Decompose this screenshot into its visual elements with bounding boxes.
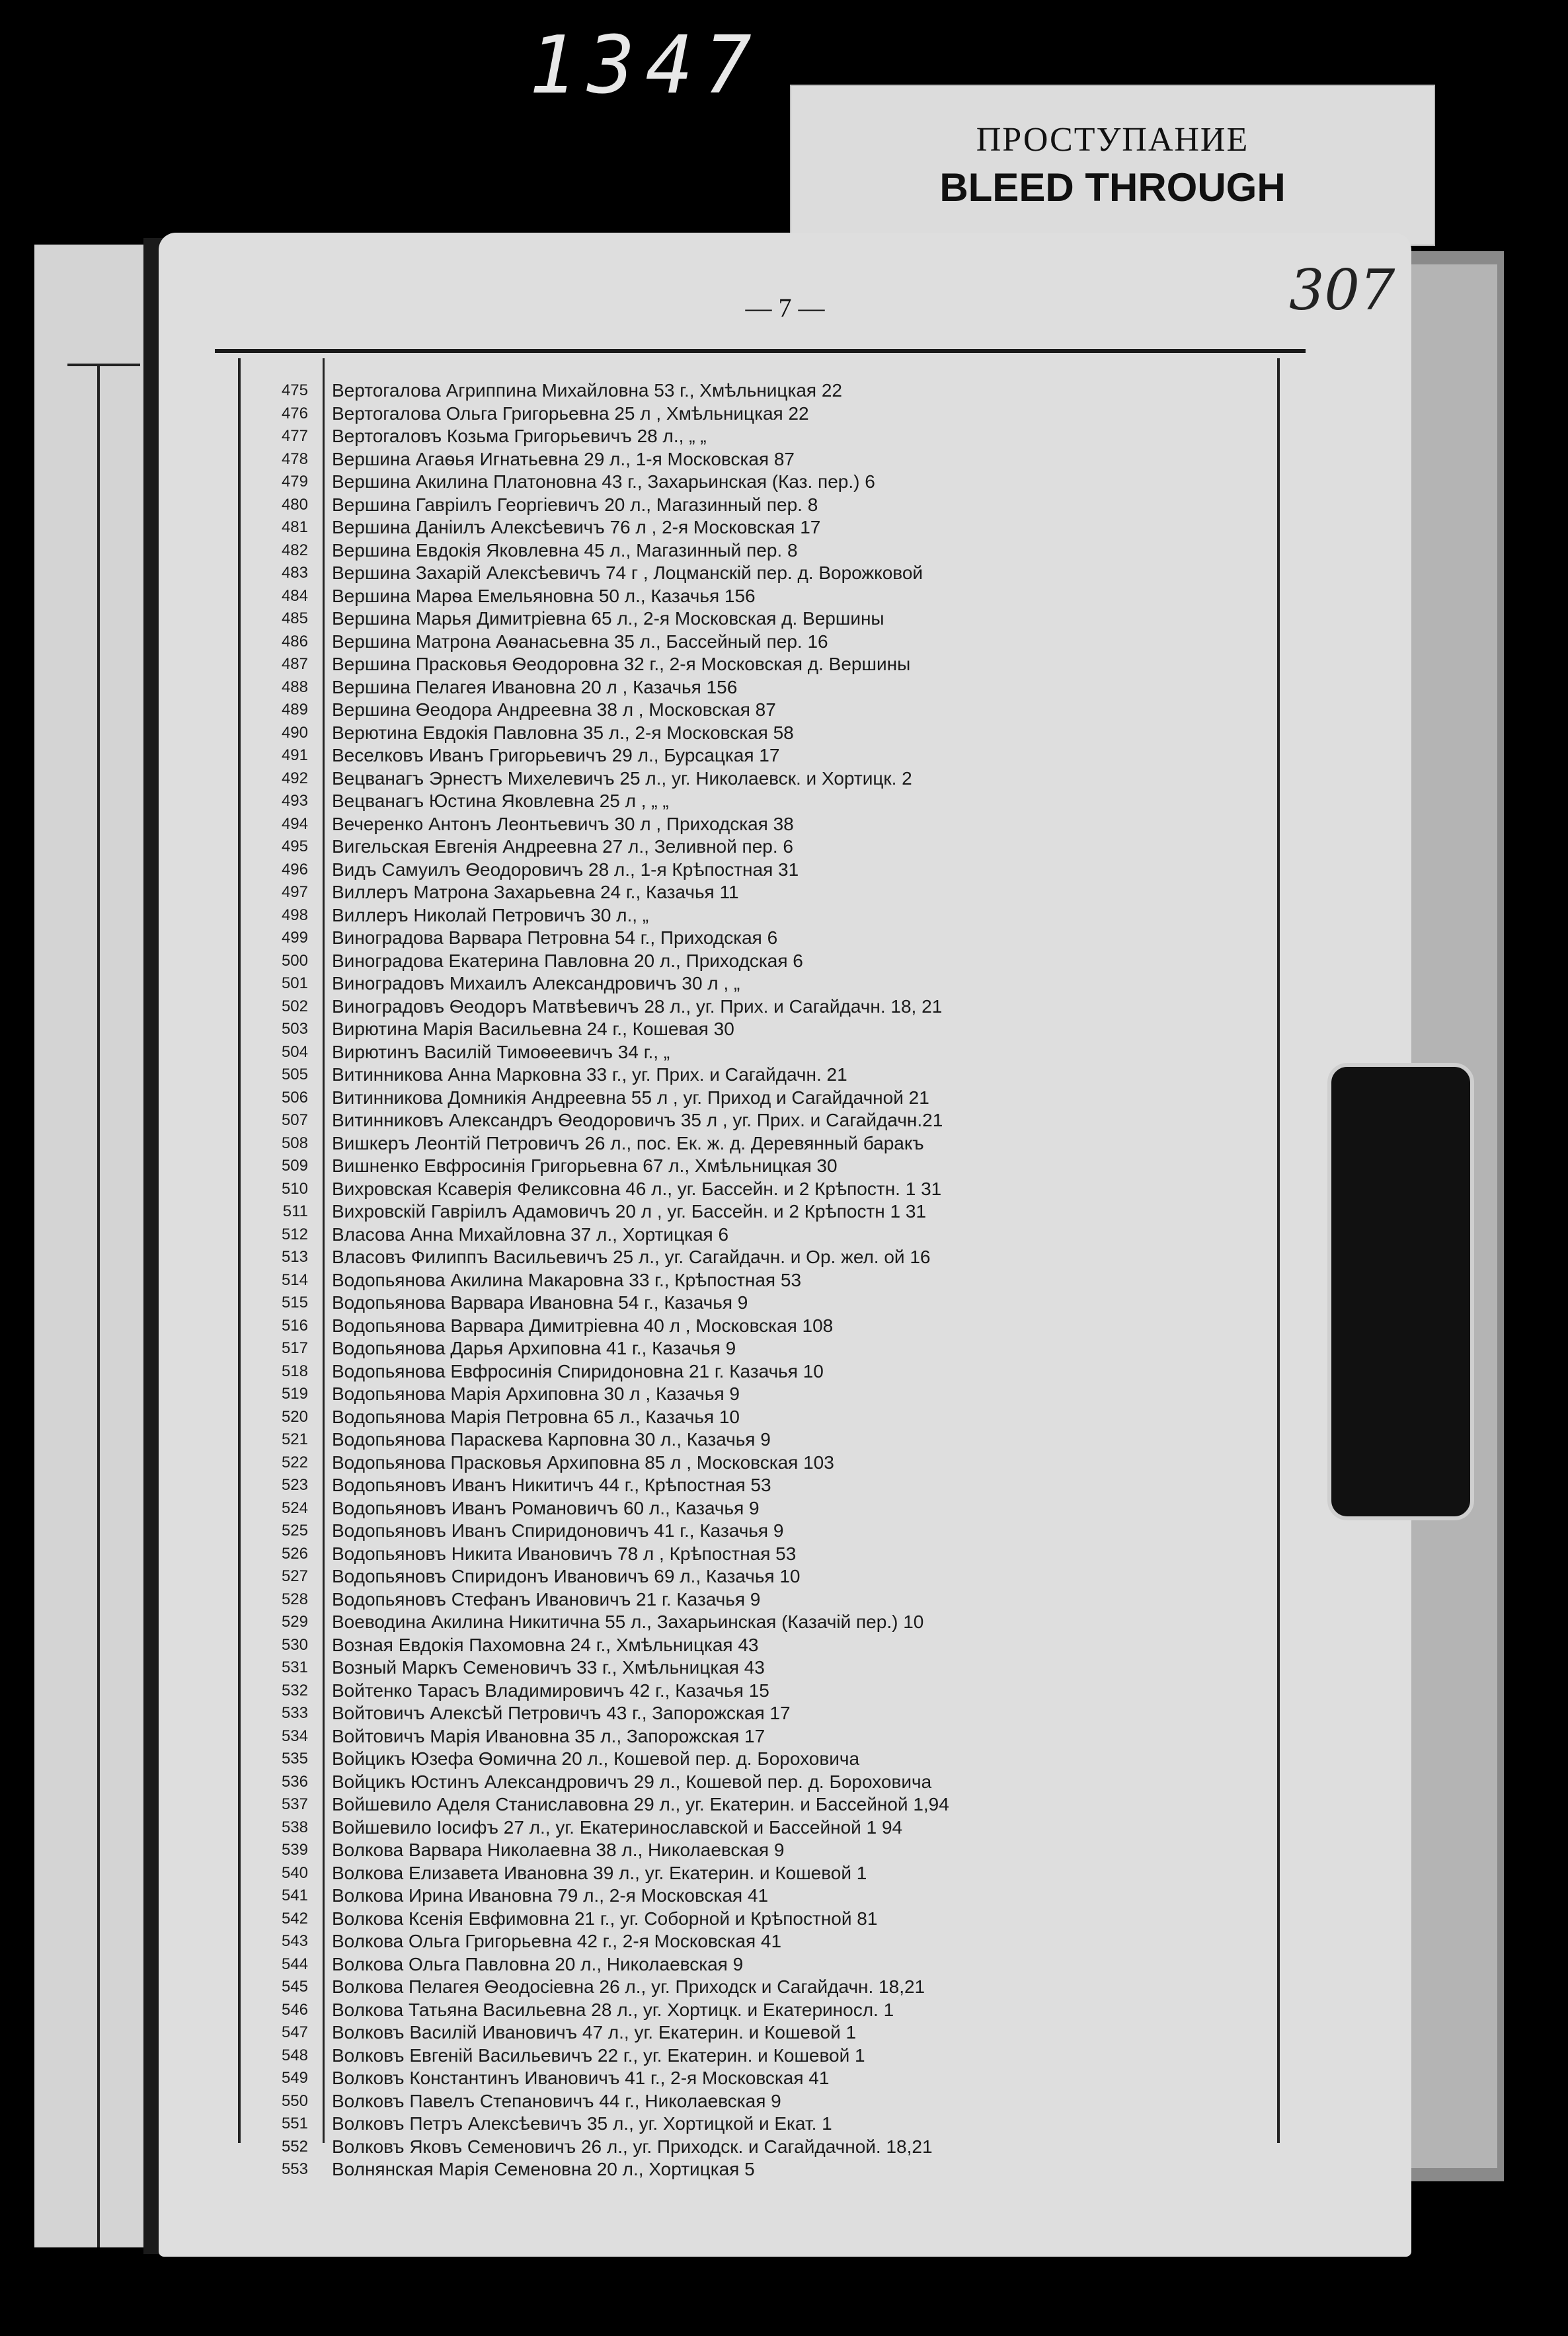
entry-number: 489 <box>281 701 308 719</box>
entry-text: Вершина Марѳа Емельяновна 50 л., Казачья 156 <box>332 585 756 606</box>
list-item <box>245 1771 1276 1794</box>
list-item <box>245 1041 1276 1064</box>
frame-left-line <box>238 358 241 2143</box>
entry-text: Власова Анна Михайловна 37 л., Хортицкая 6 <box>332 1224 729 1245</box>
entry-text: Власовъ Филиппъ Васильевичъ 25 л., уг. Сагайдачн. и Ор. жел. ой 16 <box>332 1247 931 1267</box>
entry-number: 486 <box>281 632 308 650</box>
entry-text: Водопьянова Евфросинія Спиридоновна 21 г. Казачья 10 <box>332 1360 824 1382</box>
entry-number: 481 <box>281 518 308 536</box>
list-item <box>245 1656 1276 1680</box>
entry-list <box>245 379 1276 2181</box>
list-item <box>245 1018 1276 1041</box>
entry-number: 496 <box>281 860 308 878</box>
list-item <box>245 1588 1276 1612</box>
list-item <box>245 516 1276 539</box>
list-item <box>245 699 1276 722</box>
entry-text: Вершина Гавріилъ Георгіевичъ 20 л., Магазинный пер. 8 <box>332 494 818 515</box>
list-item <box>245 950 1276 973</box>
entry-number: 504 <box>281 1042 308 1061</box>
entry-text: Вертогалова Ольга Григорьевна 25 л , Хмѣльницкая 22 <box>332 403 809 424</box>
list-item <box>245 1178 1276 1201</box>
entry-number: 530 <box>281 1635 308 1654</box>
entry-number: 525 <box>281 1522 308 1539</box>
entry-text: Волкова Пелагея Ѳеодосіевна 26 л., уг. Приходск и Сагайдачн. 18,21 <box>332 1976 925 1997</box>
list-item <box>245 562 1276 585</box>
entry-text: Вирютина Марія Васильевна 24 г., Кошевая 30 <box>332 1019 734 1039</box>
list-item <box>245 1885 1276 1908</box>
entry-number: 485 <box>281 609 308 627</box>
entry-number: 477 <box>281 427 308 445</box>
entry-text: Возная Евдокія Пахомовна 24 г., Хмѣльницкая 43 <box>332 1634 759 1655</box>
list-item <box>245 904 1276 927</box>
entry-text: Водопьянова Марія Архиповна 30 л , Казачья 9 <box>332 1383 740 1404</box>
entry-number: 552 <box>281 2137 308 2156</box>
entry-number: 541 <box>281 1887 308 1904</box>
entry-text: Волкова Варвара Николаевна 38 л., Николаевская 9 <box>332 1840 785 1860</box>
entry-number: 514 <box>281 1270 308 1289</box>
entry-number: 497 <box>281 883 308 901</box>
entry-text: Водопьянова Акилина Макаровна 33 г., Крѣпостная 53 <box>332 1269 802 1290</box>
entry-number: 505 <box>281 1066 308 1083</box>
entry-text: Вершина Агаѳья Игнатьевна 29 л., 1-я Московская 87 <box>332 448 795 469</box>
entry-number: 484 <box>281 586 308 605</box>
entry-number: 547 <box>281 2023 308 2041</box>
left-page-rule <box>67 364 140 366</box>
list-item <box>245 2158 1276 2181</box>
list-item <box>245 881 1276 904</box>
list-item <box>245 1816 1276 1840</box>
entry-number: 548 <box>281 2046 308 2064</box>
entry-text: Волковъ Павелъ Степановичъ 44 г., Николаевская 9 <box>332 2090 781 2111</box>
entry-text: Войцикъ Юзефа Ѳомична 20 л., Кошевой пер. д. Бороховича <box>332 1748 860 1769</box>
list-item <box>245 1087 1276 1110</box>
entry-number: 487 <box>281 655 308 673</box>
entry-text: Вершина Матрона Аѳанасьевна 35 л., Бассейный пер. 16 <box>332 631 828 652</box>
entry-number: 535 <box>281 1750 308 1768</box>
list-item <box>245 1862 1276 1885</box>
list-item <box>245 744 1276 767</box>
list-item <box>245 379 1276 403</box>
entry-number: 532 <box>281 1681 308 1699</box>
entry-number: 521 <box>281 1430 308 1448</box>
entry-text: Войшевило Аделя Станиславовна 29 л., уг. Екатерин. и Бассейной 1,94 <box>332 1794 949 1814</box>
entry-number: 515 <box>281 1294 308 1311</box>
list-item <box>245 1200 1276 1224</box>
entry-number: 479 <box>281 473 308 490</box>
entry-text: Водопьяновъ Иванъ Романовичъ 60 л., Казачья 9 <box>332 1497 760 1518</box>
entry-number: 524 <box>281 1499 308 1517</box>
header-rule <box>215 349 1306 353</box>
entry-number: 542 <box>281 1909 308 1927</box>
entry-number: 549 <box>281 2069 308 2087</box>
list-item <box>245 1839 1276 1862</box>
entry-number: 538 <box>281 1818 308 1836</box>
entry-number: 551 <box>281 2115 308 2132</box>
target-label-en: BLEED THROUGH <box>939 165 1286 210</box>
list-item <box>245 2136 1276 2159</box>
entry-number: 499 <box>281 929 308 947</box>
entry-text: Водопьяновъ Спиридонъ Ивановичъ 69 л., Казачья 10 <box>332 1566 801 1586</box>
list-item <box>245 585 1276 608</box>
entry-number: 529 <box>281 1613 308 1631</box>
entry-text: Войцикъ Юстинъ Александровичъ 29 л., Кошевой пер. д. Бороховича <box>332 1771 932 1792</box>
entry-text: Веселковъ Иванъ Григорьевичъ 29 л., Бурсацкая 17 <box>332 745 780 765</box>
entry-number: 517 <box>281 1339 308 1357</box>
list-item <box>245 1360 1276 1383</box>
entry-text: Волнянская Марія Семеновна 20 л., Хортицкая 5 <box>332 2159 755 2179</box>
entry-text: Вершина Прасковья Ѳеодоровна 32 г., 2-я Московская д. Вершины <box>332 654 911 674</box>
entry-text: Вершина Евдокія Яковлевна 45 л., Магазинный пер. 8 <box>332 539 798 561</box>
entry-number: 480 <box>281 495 308 514</box>
entry-number: 492 <box>281 769 308 787</box>
entry-text: Вершина Ѳеодора Андреевна 38 л , Московская 87 <box>332 699 776 720</box>
entry-number: 506 <box>281 1088 308 1107</box>
entry-text: Вишкеръ Леонтій Петровичъ 26 л., пос. Ек. ж. д. Деревянный баракъ <box>332 1132 924 1153</box>
entry-number: 491 <box>281 746 308 764</box>
list-item <box>245 1999 1276 2022</box>
entry-number: 511 <box>282 1202 308 1220</box>
list-item <box>245 631 1276 654</box>
entry-text: Верютина Евдокія Павловна 35 л., 2-я Московская 58 <box>332 722 794 743</box>
entry-number: 518 <box>281 1362 308 1380</box>
list-item <box>245 927 1276 950</box>
list-item <box>245 448 1276 471</box>
entry-text: Водопьянова Параскева Карповна 30 л., Казачья 9 <box>332 1429 771 1450</box>
entry-number: 544 <box>281 1955 308 1973</box>
list-item <box>245 995 1276 1019</box>
entry-number: 494 <box>281 814 308 833</box>
list-item <box>245 767 1276 791</box>
list-item <box>245 1428 1276 1452</box>
list-item <box>245 425 1276 448</box>
list-item <box>245 1908 1276 1931</box>
list-item <box>245 1292 1276 1315</box>
list-item <box>245 1383 1276 1406</box>
entry-text: Вирютинъ Василій Тимоѳеевичъ 34 г., „ <box>332 1041 670 1062</box>
entry-number: 540 <box>281 1863 308 1882</box>
list-item <box>245 2113 1276 2136</box>
left-page-column-line <box>97 364 100 2247</box>
entry-text: Воеводина Акилина Никитична 55 л., Захарьинская (Казачій пер.) 10 <box>332 1612 924 1632</box>
entry-text: Витинникова Домникія Андреевна 55 л , уг. Приход и Сагайдачной 21 <box>332 1087 929 1108</box>
list-item <box>245 813 1276 836</box>
entry-text: Вершина Пелагея Ивановна 20 л , Казачья 156 <box>332 676 738 697</box>
list-item <box>245 1543 1276 1566</box>
entry-text: Вершина Марья Димитріевна 65 л., 2-я Московская д. Вершины <box>332 608 884 629</box>
list-item <box>245 1930 1276 1953</box>
entry-number: 475 <box>281 381 308 399</box>
entry-number: 507 <box>281 1111 308 1129</box>
list-item <box>245 1725 1276 1748</box>
list-item <box>245 607 1276 631</box>
entry-text: Волковъ Василій Ивановичъ 47 л., уг. Екатерин. и Кошевой 1 <box>332 2022 857 2043</box>
entry-number: 550 <box>281 2091 308 2110</box>
entry-text: Вершина Захарій Алексѣевичъ 74 г , Лоцманскій пер. д. Ворожковой <box>332 563 923 583</box>
list-item <box>245 1315 1276 1338</box>
list-item <box>245 1337 1276 1360</box>
list-item <box>245 1269 1276 1292</box>
entry-text: Вертогалова Агриппина Михайловна 53 г., Хмѣльницкая 22 <box>332 380 842 401</box>
list-item <box>245 790 1276 813</box>
list-item <box>245 1611 1276 1634</box>
list-item <box>245 1680 1276 1703</box>
entry-text: Волкова Ксенія Евфимовна 21 г., уг. Соборной и Крѣпостной 81 <box>332 1908 878 1929</box>
entry-text: Виллеръ Николай Петровичъ 30 л., „ <box>332 904 649 925</box>
entry-text: Волкова Ольга Григорьевна 42 г., 2-я Московская 41 <box>332 1931 782 1951</box>
list-item <box>245 1474 1276 1497</box>
entry-text: Возный Маркъ Семеновичъ 33 г., Хмѣльницкая 43 <box>332 1657 765 1678</box>
entry-number: 543 <box>281 1932 308 1950</box>
entry-number: 501 <box>281 974 308 992</box>
entry-number: 528 <box>281 1590 308 1608</box>
entry-text: Видъ Самуилъ Ѳеодоровичъ 28 л., 1-я Крѣпостная 31 <box>332 859 799 880</box>
list-item <box>245 1565 1276 1588</box>
list-item <box>245 1953 1276 1976</box>
entry-number: 500 <box>281 951 308 970</box>
entry-number: 478 <box>281 449 308 468</box>
entry-text: Водопьяновъ Никита Ивановичъ 78 л , Крѣпостная 53 <box>332 1543 797 1564</box>
entry-number: 526 <box>281 1544 308 1563</box>
handwritten-page-number: 307 <box>1289 258 1395 323</box>
entry-number: 482 <box>281 541 308 559</box>
entry-text: Вецванагъ Юстина Яковлевна 25 л , „ „ <box>332 791 669 811</box>
entry-number: 493 <box>281 792 308 810</box>
list-item <box>245 972 1276 995</box>
entry-number: 476 <box>281 404 308 422</box>
list-item <box>245 1702 1276 1725</box>
entry-text: Вершина Даніилъ Алексѣевичъ 76 л , 2-я Московская 17 <box>332 517 821 537</box>
entry-text: Виноградова Екатерина Павловна 20 л., Приходская 6 <box>332 950 803 971</box>
list-item <box>245 2044 1276 2068</box>
entry-text: Вечеренко Антонъ Леонтьевичъ 30 л , Приходская 38 <box>332 813 794 834</box>
entry-text: Волковъ Евгеній Васильевичъ 22 г., уг. Екатерин. и Кошевой 1 <box>332 2044 865 2066</box>
entry-number: 545 <box>281 1978 308 1996</box>
entry-number: 502 <box>281 997 308 1015</box>
list-item <box>245 471 1276 494</box>
list-item <box>245 1109 1276 1132</box>
entry-text: Водопьянова Варвара Димитріевна 40 л , Московская 108 <box>332 1315 834 1336</box>
directory-page <box>159 233 1411 2257</box>
entry-number: 553 <box>281 2160 308 2178</box>
list-item <box>245 1064 1276 1087</box>
entry-text: Волкова Ирина Ивановна 79 л., 2-я Московская 41 <box>332 1885 769 1906</box>
entry-text: Вершина Акилина Платоновна 43 г., Захарьинская (Каз. пер.) 6 <box>332 471 875 492</box>
entry-text: Виноградовъ Ѳеодоръ Матвѣевичъ 28 л., уг. Прих. и Сагайдачн. 18, 21 <box>332 995 943 1017</box>
entry-text: Виноградова Варвара Петровна 54 г., Приходская 6 <box>332 927 778 948</box>
entry-text: Вихровскій Гавріилъ Адамовичъ 20 л , уг. Бассейн. и 2 Крѣпостн 1 31 <box>332 1201 927 1222</box>
entry-number: 520 <box>281 1407 308 1426</box>
entry-number: 516 <box>281 1316 308 1335</box>
list-item <box>245 859 1276 882</box>
list-item <box>245 494 1276 517</box>
entry-text: Вецванагъ Эрнестъ Михелевичъ 25 л., уг. Николаевск. и Хортицк. 2 <box>332 767 912 789</box>
entry-number: 531 <box>281 1658 308 1676</box>
entry-text: Водопьянова Варвара Ивановна 54 г., Казачья 9 <box>332 1292 748 1313</box>
list-item <box>245 1452 1276 1475</box>
left-page-fragment <box>34 245 147 2247</box>
entry-number: 488 <box>281 678 308 696</box>
entry-text: Волковъ Петръ Алексѣевичъ 35 л., уг. Хортицкой и Екат. 1 <box>332 2113 832 2134</box>
entry-number: 519 <box>281 1385 308 1403</box>
entry-number: 536 <box>281 1772 308 1791</box>
entry-text: Вертогаловъ Козьма Григорьевичъ 28 л., „ „ <box>332 426 707 446</box>
entry-number: 546 <box>281 2000 308 2019</box>
entry-text: Войтовичъ Марія Ивановна 35 л., Запорожская 17 <box>332 1725 765 1746</box>
entry-text: Водопьяновъ Иванъ Никитичъ 44 г., Крѣпостная 53 <box>332 1475 771 1495</box>
entry-number: 513 <box>281 1248 308 1266</box>
list-item <box>245 676 1276 699</box>
entry-number: 503 <box>281 1020 308 1038</box>
frame-right-line <box>1277 358 1280 2143</box>
reel-number: 1347 <box>529 20 762 112</box>
entry-number: 512 <box>281 1225 308 1243</box>
entry-number: 537 <box>281 1795 308 1813</box>
list-item <box>245 2067 1276 2090</box>
entry-text: Вигельская Евгенія Андреевна 27 л., Зеливной пер. 6 <box>332 836 793 857</box>
entry-number: 539 <box>281 1841 308 1859</box>
list-item <box>245 836 1276 859</box>
target-label-ru: ПРОСТУПАНИЕ <box>976 121 1249 159</box>
entry-number: 509 <box>281 1157 308 1175</box>
entry-number: 510 <box>281 1179 308 1198</box>
list-item <box>245 1155 1276 1178</box>
bleed-through-target-card <box>790 85 1435 246</box>
entry-number: 523 <box>281 1476 308 1494</box>
list-item <box>245 1976 1276 1999</box>
list-item <box>245 1246 1276 1269</box>
entry-number: 527 <box>281 1567 308 1585</box>
list-item <box>245 2021 1276 2044</box>
entry-text: Водопьянова Марія Петровна 65 л., Казачья 10 <box>332 1406 740 1427</box>
list-item <box>245 1497 1276 1520</box>
entry-number: 483 <box>281 564 308 582</box>
entry-text: Волкова Ольга Павловна 20 л., Николаевская 9 <box>332 1953 744 1974</box>
entry-text: Волковъ Яковъ Семеновичъ 26 л., уг. Приходск. и Сагайдачной. 18,21 <box>332 2136 933 2157</box>
entry-number: 495 <box>281 837 308 855</box>
entry-text: Витинниковъ Александръ Ѳеодоровичъ 35 л , уг. Прих. и Сагайдачн.21 <box>332 1110 943 1130</box>
entry-text: Витинникова Анна Марковна 33 г., уг. Прих. и Сагайдачн. 21 <box>332 1064 847 1085</box>
entry-text: Водопьяновъ Иванъ Спиридоновичъ 41 г., Казачья 9 <box>332 1520 784 1541</box>
page-number: — 7 — <box>745 293 825 323</box>
list-item <box>245 1224 1276 1247</box>
list-item <box>245 1634 1276 1657</box>
entry-text: Виллеръ Матрона Захарьевна 24 г., Казачья 11 <box>332 882 739 902</box>
list-item <box>245 2090 1276 2113</box>
entry-text: Волкова Елизавета Ивановна 39 л., уг. Екатерин. и Кошевой 1 <box>332 1862 867 1883</box>
entry-text: Водопьянова Прасковья Архиповна 85 л , Московская 103 <box>332 1452 834 1473</box>
entry-text: Водопьянова Дарья Архиповна 41 г., Казачья 9 <box>332 1338 736 1358</box>
entry-number: 533 <box>281 1704 308 1722</box>
entry-number: 490 <box>281 723 308 742</box>
entry-text: Волкова Татьяна Васильевна 28 л., уг. Хортицк. и Екатериносл. 1 <box>332 1999 894 2020</box>
entry-text: Виноградовъ Михаилъ Александровичъ 30 л , „ <box>332 973 740 993</box>
entry-number: 498 <box>281 906 308 924</box>
entry-text: Войшевило Іосифъ 27 л., уг. Екатеринославской и Бассейной 1 94 <box>332 1816 903 1838</box>
entry-text: Войтовичъ Алексѣй Петровичъ 43 г., Запорожская 17 <box>332 1703 791 1723</box>
list-item <box>245 653 1276 676</box>
list-item <box>245 1132 1276 1155</box>
list-item <box>245 722 1276 745</box>
list-item <box>245 1406 1276 1429</box>
entry-text: Вихровская Ксаверія Феликсовна 46 л., уг. Бассейн. и 2 Крѣпостн. 1 31 <box>332 1178 942 1199</box>
list-item <box>245 1748 1276 1771</box>
list-item <box>245 539 1276 563</box>
entry-number: 508 <box>281 1134 308 1152</box>
entry-text: Волковъ Константинъ Ивановичъ 41 г., 2-я Московская 41 <box>332 2068 830 2088</box>
entry-text: Вишненко Евфросинія Григорьевна 67 л., Хмѣльницкая 30 <box>332 1155 838 1176</box>
binder-clip <box>1327 1063 1474 1520</box>
entry-number: 534 <box>281 1727 308 1745</box>
list-item <box>245 1793 1276 1816</box>
entry-text: Войтенко Тарасъ Владимировичъ 42 г., Казачья 15 <box>332 1680 769 1701</box>
list-item <box>245 1520 1276 1543</box>
list-item <box>245 403 1276 426</box>
entry-text: Водопьяновъ Стефанъ Ивановичъ 21 г. Казачья 9 <box>332 1588 761 1610</box>
entry-number: 522 <box>281 1453 308 1471</box>
